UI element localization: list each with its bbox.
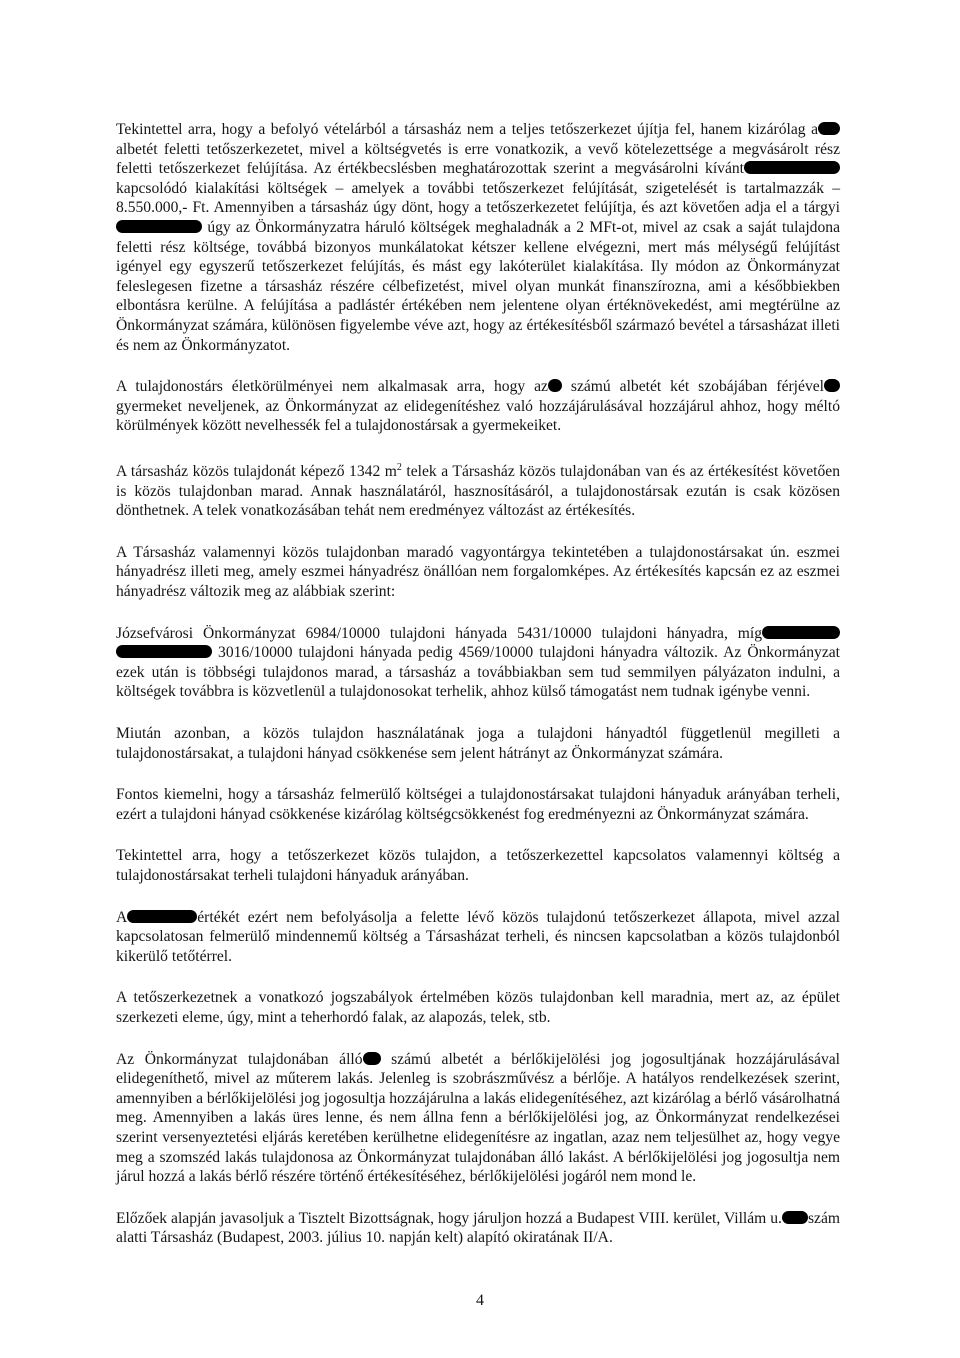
text-segment: A — [116, 908, 128, 926]
paragraph-ideal-share: A Társasház valamennyi közös tulajdonban maradó vagyontárgya tekintetében a tulajdonostársakat ún. eszmei hányadrész illeti meg, amely eszmei hányadrész önállóan nem forgalomképes. Az értékesítés kapcsán ez az eszmei hányadrész változik meg az alábbiak szerint: — [116, 543, 840, 601]
text-segment: Előzőek alapján javasoljuk a Tisztelt Bizottságnak, hogy járuljon hozzá a Budapest VIII. kerület, Villám u. — [116, 1209, 782, 1227]
paragraph-legal: A tetőszerkezetnek a vonatkozó jogszabályok értelmében közös tulajdonban kell maradnia, mert az, az épület szerkezeti eleme, úgy, mint a teherhordó falak, az alapozás, telek, stb. — [116, 989, 840, 1026]
text-segment: számú albetét két szobájában férjével — [561, 378, 824, 396]
paragraph-living-conditions — [116, 377, 840, 436]
text-segment: számú albetét a bérlőkijelölési jog jogosultjának hozzájárulásával elidegeníthető, mivel az műterem lakás. Jelenleg is szobrászművész a bérlője. A hatályos rendelkezések szerint, amennyiben a bérlőkijelölési jog jogosultja hozzájárulna a lakás elidegenítéséhez, azt kizárólag a bérlő vásárolhatná meg. Amennyiben a lakás üres lenne, és nem állna fenn a bérlőkijelölési jog, az Önkormányzat rendelkezései szerint versenyeztetési eljárás keretében kerülhetne elidegenítésre az ingatlan, azaz nem teljesülhet az, hogy vegye meg a szomszéd lakás tulajdonosa az Önkormányzat tulajdonában álló lakást. A bérlőkijelölési jog jogosultja nem járul hozzá a lakás bérlő részére történő értékesítéséhez, bérlőkijelölési jogáról nem mond le. — [116, 1050, 840, 1186]
redaction-block — [127, 910, 197, 923]
text-segment: Tekintettel arra, hogy a befolyó vételárból a társasház nem a teljes tetőszerkezet újítja fel, hanem kizárólag a — [116, 121, 818, 138]
text-segment: értékét ezért nem befolyásolja a felette lévő közös tulajdonú tetőszerkezet állapota, mivel azzal kapcsolatosan felmerülő mindennemű költség a Társasházat terheli, és nincsen kapcsolatban a közös tulajdonból kikerülő tetőtérrel. — [116, 908, 840, 965]
redaction-block — [116, 645, 212, 658]
paragraph-common-use: Miután azonban, a közös tulajdon használatának joga a tulajdoni hányadtól függetlenül megilleti a tulajdonostársakat, a tulajdoni hányad csökkenése sem jelent hátrányt az Önkormányzat számára. — [116, 725, 840, 762]
paragraph-proposal — [116, 1209, 840, 1248]
paragraph-tenant-rights — [116, 1050, 840, 1187]
text-segment: kapcsolódó kialakítási költségek – amelyek a további tetőszerkezet felújítását, szigetelését is tartalmazzák – 8.550.000,- Ft. Amennyiben a társasház úgy dönt, hogy a tetőszerkezetet felújítja, és azt követően adja el a tárgyi — [116, 179, 840, 217]
paragraph-land-ownership — [116, 458, 840, 521]
text-segment: 3016/10000 tulajdoni hányada pedig 4569/10000 tulajdoni hányadra változik. Az Önkormányzat ezek után is többségi tulajdonos marad, a társasház a továbbiakban sem tud semmilyen pályázaton indulni, a költségek továbbra is közvetlenül a tulajdonosokat terhelik, ahhoz külső támogatást nem tudnak igénybe venni. — [116, 644, 840, 701]
superscript: 2 — [396, 461, 402, 473]
paragraph-costs: Fontos kiemelni, hogy a társasház felmerülő költségei a tulajdonostársakat tulajdoni hányaduk arányában terheli, ezért a tulajdoni hányad csökkenése kizárólag költségcsökkenést fog eredményezni az Önkormányzat számára. — [116, 786, 840, 823]
redaction-block — [744, 161, 840, 174]
text-segment: A tulajdonostárs életkörülményei nem alkalmasak arra, hogy az — [116, 378, 548, 396]
text-segment: gyermeket neveljenek, az Önkormányzat az elidegenítéshez való hozzájárulásával hozzájárul ahhoz, hogy méltó körülmények között nevelhessék fel a tulajdonostársak a gyermekeiket. — [116, 397, 840, 435]
page-number: 4 — [476, 1292, 484, 1309]
text-segment: albetét feletti tetőszerkezetet, mivel a költségvetés is erre vonatkozik, a vevő kötelezettsége a megvásárolt rész feletti tetőszerkezet felújítása. Az értékbecslésben meghatározottak szerint a megvásárolni kívánt — [116, 140, 840, 178]
redaction-block — [818, 122, 840, 135]
paragraph-share-change — [116, 624, 840, 702]
redaction-block — [762, 626, 840, 639]
redaction-block — [782, 1211, 808, 1224]
redaction-block — [548, 379, 562, 392]
text-segment: telek a Társasház közös tulajdonában van és az értékesítést követően is közös tulajdonban marad. Annak használatáról, hasznosításáról, a tulajdonostársak ezután is csak közösen dönthetnek. A telek vonatkozásában tehát nem eredményez változást az értékesítés. — [116, 463, 840, 520]
redaction-block — [824, 379, 840, 392]
paragraph-value — [116, 908, 840, 967]
paragraph-roof-common: Tekintettel arra, hogy a tetőszerkezet közös tulajdon, a tetőszerkezettel kapcsolatos valamennyi költség a tulajdonostársakat terheli tulajdoni hányaduk arányában. — [116, 847, 840, 884]
text-segment: A társasház közös tulajdonát képező 1342 m — [116, 463, 397, 481]
document-body — [116, 120, 840, 1270]
text-segment: szám alatti Társasház (Budapest, 2003. július 10. napján kelt) alapító okiratának II/A. — [116, 1209, 840, 1247]
redaction-block — [363, 1052, 381, 1065]
redaction-block — [116, 220, 202, 233]
text-segment: úgy az Önkormányzatra háruló költségek meghaladnák a 2 MFt-ot, mivel az csak a saját tulajdona feletti rész költsége, továbbá bizonyos munkálatokat kétszer kellene elvégezni, mert más mélységű felújítást igényel egy egyszerű tetőszerkezet felújítás, és mást egy lakóterület kialakítása. Ily módon az Önkormányzat feleslegesen fizetne a társasház részére célbefizetést, mivel olyan munkát finanszírozna, ami a későbbiekben elbontásra kerülne. A felújítása a padlástér értékében nem jelentene olyan értéknövekedést, ami megtérülne az Önkormányzat számára, különösen figyelembe véve azt, hogy az értékesítésből származó bevétel a társasházat illeti és nem az Önkormányzatot. — [116, 218, 840, 354]
text-segment: Józsefvárosi Önkormányzat 6984/10000 tulajdoni hányada 5431/10000 tulajdoni hányadra, míg — [116, 624, 762, 642]
paragraph-roof-renovation — [116, 120, 840, 355]
text-segment: Az Önkormányzat tulajdonában álló — [116, 1050, 363, 1068]
